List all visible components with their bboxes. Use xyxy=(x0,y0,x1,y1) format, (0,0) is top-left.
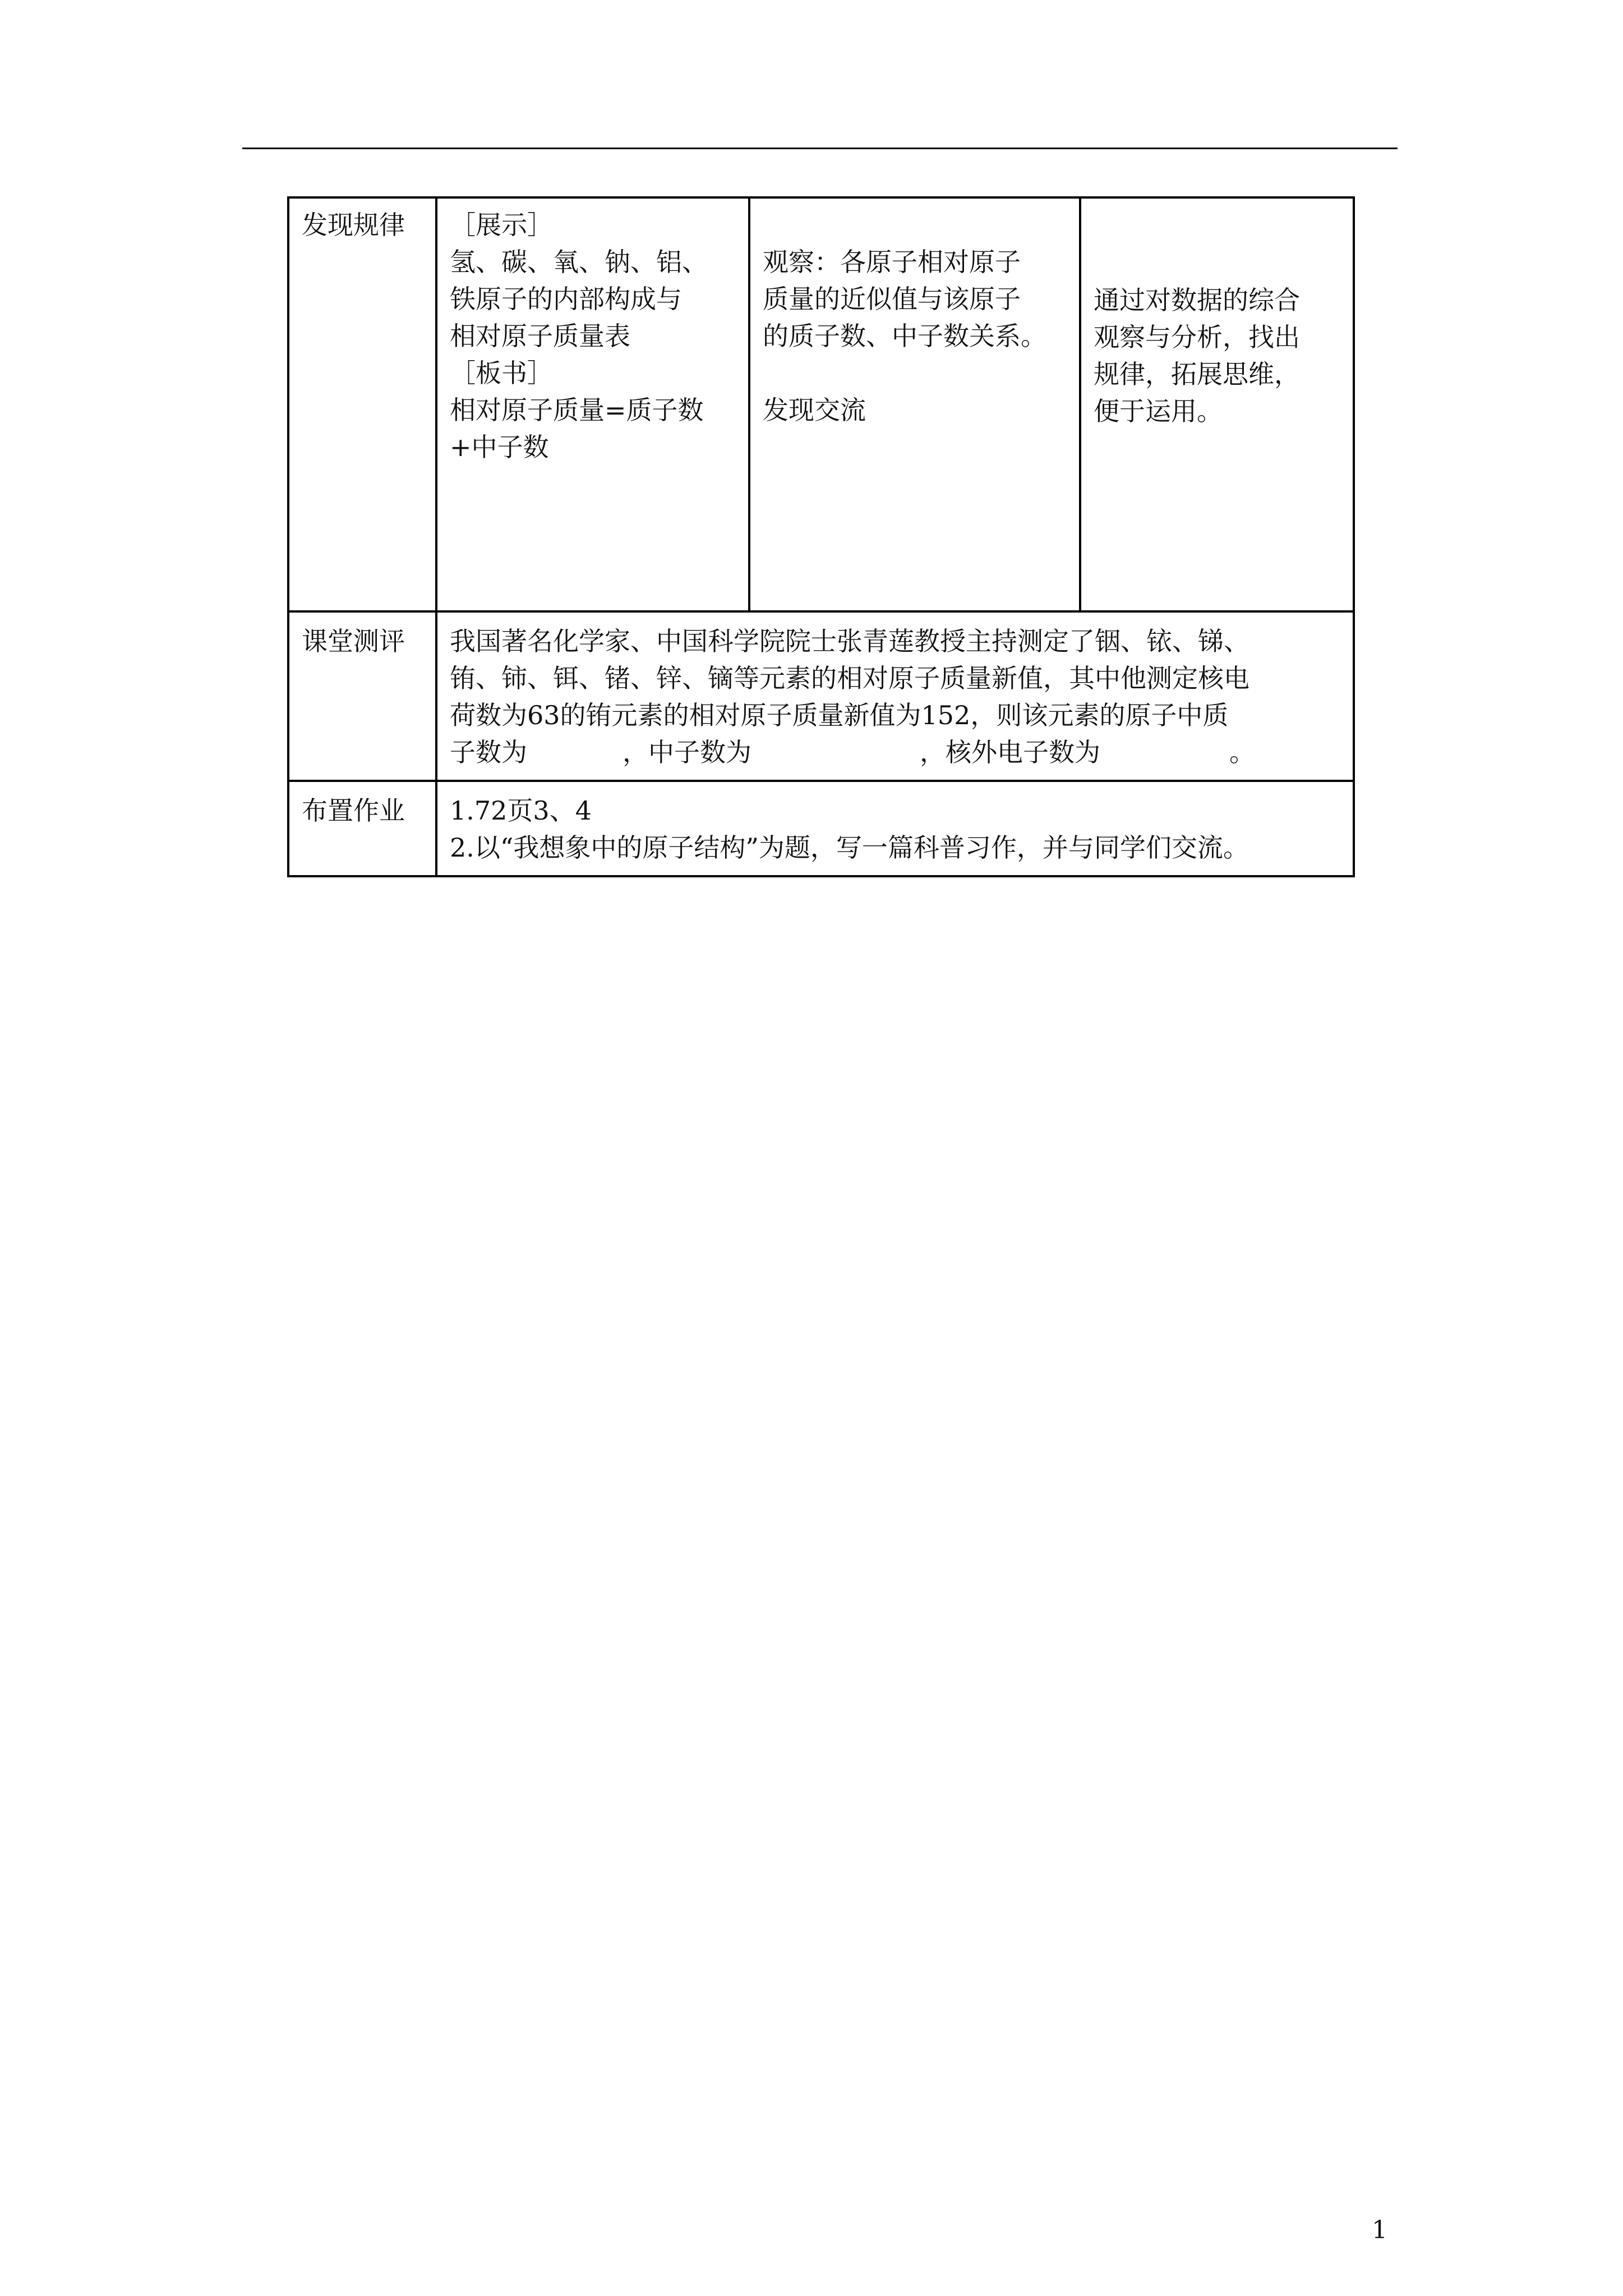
teacher-line: ［展示］ xyxy=(450,210,553,240)
teacher-line: 相对原子质量=质子数 xyxy=(450,395,704,425)
stage-cell-assessment xyxy=(288,611,436,781)
assessment-line: 铕、铈、铒、锗、锌、镝等元素的相对原子质量新值，其中他测定核电 xyxy=(450,663,1249,693)
fill-text: ，中子数为 xyxy=(623,737,751,767)
page-number: 1 xyxy=(1372,2216,1387,2244)
student-activity-cell xyxy=(749,197,1080,611)
stage-label: 发现规律 xyxy=(302,210,405,240)
student-line: 观察：各原子相对原子 xyxy=(763,247,1021,277)
purpose-line: 通过对数据的综合 xyxy=(1094,285,1300,315)
assessment-fill-line xyxy=(450,734,1340,771)
teacher-line: 铁原子的内部构成与 xyxy=(450,284,682,314)
teacher-activity-cell xyxy=(436,197,749,611)
fill-text: ，核外电子数为 xyxy=(920,737,1100,767)
purpose-line: 便于运用。 xyxy=(1094,396,1223,426)
homework-line: 2.以“我想象中的原子结构”为题，写一篇科普习作，并与同学们交流。 xyxy=(450,832,1249,863)
assessment-line: 荷数为63的铕元素的相对原子质量新值为152，则该元素的原子中质 xyxy=(450,700,1229,730)
stage-cell-discover xyxy=(288,197,436,611)
homework-content-cell xyxy=(436,781,1354,876)
table-row-homework xyxy=(288,781,1354,876)
fill-text: 子数为 xyxy=(450,737,527,767)
fill-text: 。 xyxy=(1229,737,1255,767)
stage-cell-homework xyxy=(288,781,436,876)
assessment-line: 我国著名化学家、中国科学院院士张青莲教授主持测定了铟、铱、锑、 xyxy=(450,626,1249,656)
purpose-line: 观察与分析，找出 xyxy=(1094,322,1300,352)
header-rule xyxy=(242,148,1398,149)
stage-label: 布置作业 xyxy=(302,795,405,826)
table-row-assessment xyxy=(288,611,1354,781)
teacher-line: ［板书］ xyxy=(450,358,553,388)
assessment-content-cell xyxy=(436,611,1354,781)
lesson-plan-table xyxy=(287,196,1355,877)
teacher-line: 氢、碳、氧、钠、铝、 xyxy=(450,247,708,277)
purpose-line: 规律，拓展思维， xyxy=(1094,359,1300,389)
teacher-line: +中子数 xyxy=(450,432,549,462)
teacher-line: 相对原子质量表 xyxy=(450,321,630,351)
design-purpose-cell xyxy=(1080,197,1354,611)
student-line: 质量的近似值与该原子 xyxy=(763,284,1021,314)
stage-label: 课堂测评 xyxy=(302,626,405,656)
student-line: 发现交流 xyxy=(763,395,866,425)
homework-line: 1.72页3、4 xyxy=(450,795,592,826)
student-line-blank xyxy=(763,355,1067,392)
table-row-discover xyxy=(288,197,1354,611)
student-line: 的质子数、中子数关系。 xyxy=(763,321,1046,351)
